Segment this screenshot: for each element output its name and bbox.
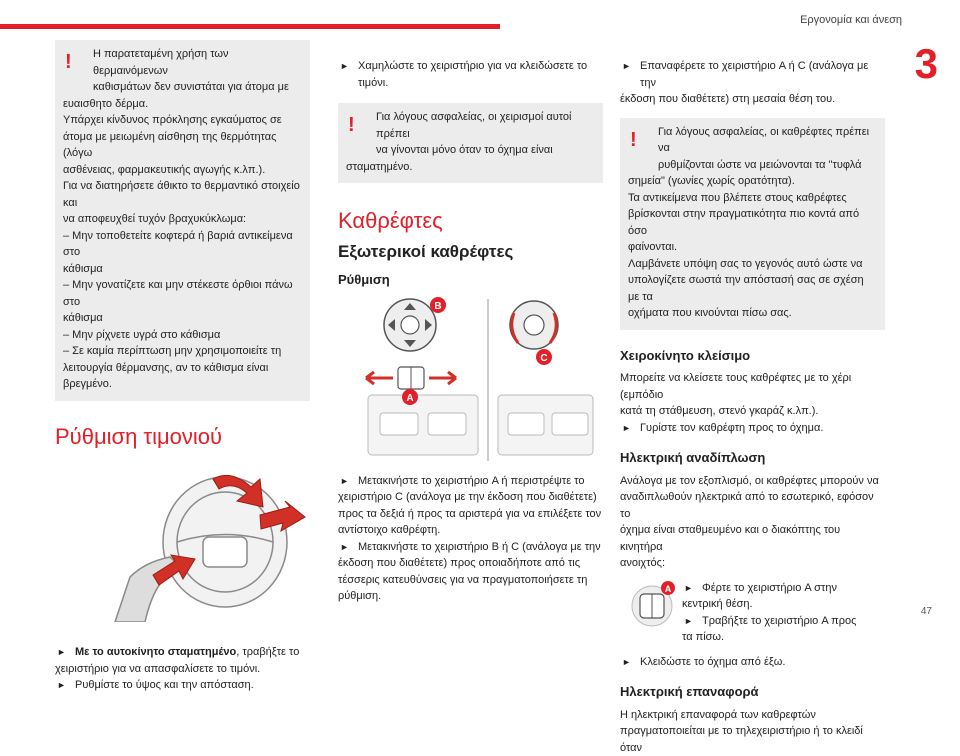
- step-text-continued: έκδοση που διαθέτετε) προς οποιαδήποτε από τις: [338, 557, 581, 569]
- warning-line: – Σε καμία περίπτωση μην χρησιμοποιείτε τη: [63, 345, 282, 357]
- step-text-continued: αντίστοιχο καθρέφτη.: [338, 524, 441, 536]
- column-1: [55, 40, 310, 694]
- electric-fold-steps: [682, 580, 882, 646]
- step-lock-steering: ► Χαμηλώστε το χειριστήριο για να κλειδώσετε το τιμόνι.: [338, 58, 603, 91]
- subtitle-electric-folding: Ηλεκτρική αναδίπλωση: [620, 450, 766, 465]
- body-line: πραγματοποιείται με το τηλεχειριστήριο ή το κλειδί όταν: [620, 725, 863, 754]
- step-fold-manually: ► Γυρίστε τον καθρέφτη προς το όχημα.: [620, 420, 885, 437]
- step-text: , τραβήξτε το: [236, 646, 300, 658]
- warning-line: – Μην τοποθετείτε κοφτερά ή βαριά αντικείμενα στο: [63, 229, 293, 258]
- step-pull-control: ► Τραβήξτε το χειριστήριο A προς: [682, 613, 882, 630]
- warning-line: – Μην ρίχνετε υγρά στο κάθισμα: [63, 328, 221, 341]
- step-select-mirror: ► Μετακινήστε το χειριστήριο A ή περιστρέψτε το: [338, 473, 603, 490]
- warning-line: κάθισμα: [63, 262, 103, 275]
- step-text-continued: χειριστήριο C (ανάλογα με την έκδοση που διαθέτετε): [338, 491, 597, 503]
- figure-label-b: B: [434, 300, 442, 312]
- steering-wheel-figure: [55, 457, 310, 622]
- step-center-control: ► Φέρτε το χειριστήριο A στην: [682, 580, 882, 597]
- step-text-continued: έκδοση που διαθέτετε) στη μεσαία θέση του.: [620, 93, 836, 105]
- step-text-continued: ρύθμιση.: [338, 590, 382, 602]
- warning-line: σταματημένο.: [346, 160, 413, 173]
- warning-line: Για λόγους ασφαλείας, οι χειρισμοί αυτοί πρέπει: [376, 111, 572, 140]
- body-line: Η ηλεκτρική επαναφορά των καθρεφτών: [620, 708, 816, 721]
- step-text-continued: τα πίσω.: [682, 631, 725, 643]
- fold-control-figure: [628, 580, 680, 632]
- section-title-mirrors: Καθρέφτες: [338, 208, 443, 233]
- warning-line: Τα αντικείμενα που βλέπετε στους καθρέφτες: [628, 191, 847, 204]
- mirror-adjust-steps: [338, 473, 603, 605]
- warning-line: Υπάρχει κίνδυνος πρόκλησης εγκαύματος σε: [63, 114, 282, 126]
- warning-line: να γίνονται μόνο όταν το όχημα είναι: [376, 144, 553, 156]
- subtitle-adjustment: Ρύθμιση: [338, 272, 390, 287]
- warning-line: – Μην γονατίζετε και μην στέκεστε όρθιοι πάνω στο: [63, 279, 293, 308]
- steering-safety-warning: [338, 103, 603, 183]
- column-2: [338, 40, 603, 605]
- step-unlock: [55, 644, 310, 661]
- warning-icon: !: [630, 128, 637, 151]
- step-lock-vehicle: ► Κλειδώστε το όχημα από έξω.: [620, 654, 885, 671]
- warning-line: Για να διατηρήσετε άθικτο το θερμαντικό στοιχείο και: [63, 180, 300, 209]
- warning-line: βρίσκονται στην πραγματικότητα πιο κοντά από όσο: [628, 208, 860, 237]
- subtitle-manual-folding: Χειροκίνητο κλείσιμο: [620, 347, 751, 363]
- warning-icon: !: [65, 51, 72, 73]
- column-3: [620, 40, 885, 756]
- step-text-continued: τέσσερις κατευθύνσεις για να πραγματοποιήσετε τη: [338, 573, 588, 586]
- subtitle-electric-reset: Ηλεκτρική επαναφορά: [620, 684, 759, 699]
- warning-line: λειτουργία θέρμανσης, αν το κάθισμα είναι βρεγμένο.: [63, 361, 269, 390]
- warning-line: άτομα με μειωμένη αίσθηση της θερμότητας (λόγω: [63, 130, 277, 159]
- warning-icon: !: [348, 114, 355, 136]
- chapter-number: 3: [914, 40, 938, 87]
- warning-line: ασθένειας, φαρμακευτικής αγωγής κ.λπ.).: [63, 163, 266, 176]
- running-header: Εργονομία και άνεση: [800, 14, 902, 26]
- warning-line: οχήματα που κινούνται πίσω σας.: [628, 307, 792, 319]
- body-line: αναδιπλωθούν ηλεκτρικά από το εσωτερικό, εφόσον το: [620, 491, 874, 520]
- mirror-safety-warning: [620, 118, 885, 330]
- warning-line: να αποφευχθεί τυχόν βραχυκύκλωμα:: [63, 213, 247, 225]
- section-title-steering: Ρύθμιση τιμονιού: [55, 423, 223, 449]
- warning-line: κάθισμα: [63, 312, 103, 324]
- warning-line: καθισμάτων δεν συνιστάται για άτομα με: [93, 81, 289, 93]
- step-adjust-mirror: ► Μετακινήστε το χειριστήριο B ή C (ανάλογα με την: [338, 539, 603, 556]
- body-line: Μπορείτε να κλείσετε τους καθρέφτες με το χέρι (εμπόδιο: [620, 372, 852, 401]
- step-bold: Με το αυτοκίνητο σταματημένο: [75, 646, 237, 658]
- warning-line: ρυθμίζονται ώστε να μειώνονται τα "τυφλά: [658, 158, 862, 171]
- step-text-continued: χειριστήριο για να απασφαλίσετε το τιμόνι.: [55, 662, 261, 675]
- body-line: κατά τη στάθμευση, στενό γκαράζ κ.λπ.).: [620, 405, 819, 417]
- subsection-title-exterior-mirrors: Εξωτερικοί καθρέφτες: [338, 241, 514, 261]
- figure-label-c: C: [540, 352, 548, 364]
- step-adjust: ► Ρυθμίστε το ύψος και την απόσταση.: [55, 677, 310, 694]
- warning-line: υπολογίζετε σωστά την απόστασή σας σε σχέση με τα: [628, 274, 864, 303]
- warning-line: σημεία" (γωνίες χωρίς ορατότητα).: [628, 175, 795, 187]
- electric-fold-block: [620, 580, 885, 648]
- warning-line: Η παρατεταμένη χρήση των θερμαινόμενων: [93, 48, 229, 77]
- warning-line: ευαισθητο δέρμα.: [63, 97, 149, 110]
- warning-line: φαίνονται.: [628, 241, 678, 253]
- warning-line: Για λόγους ασφαλείας, οι καθρέφτες πρέπει να: [658, 125, 870, 154]
- figure-label-a: A: [664, 583, 672, 594]
- step-text-continued: κεντρική θέση.: [682, 598, 753, 610]
- step-text-continued: προς τα δεξιά ή προς τα αριστερά για να επιλέξετε τον: [338, 507, 602, 520]
- body-line: Ανάλογα με τον εξοπλισμό, οι καθρέφτες μπορούν να: [620, 474, 879, 487]
- figure-label-a: A: [406, 392, 414, 404]
- heated-seat-warning: [55, 40, 310, 401]
- header-accent-bar: [0, 24, 500, 29]
- mirror-controls-figure: [338, 295, 603, 465]
- body-line: ανοιχτός:: [620, 557, 666, 569]
- body-line: όχημα είναι σταθμευμένο και ο διακόπτης του κινητήρα: [620, 524, 841, 553]
- page-number: 47: [920, 606, 932, 617]
- step-reset-control: ► Επαναφέρετε το χειριστήριο A ή C (ανάλογα με την: [620, 58, 885, 91]
- warning-line: Λαμβάνετε υπόψη σας το γεγονός αυτό ώστε να: [628, 257, 863, 270]
